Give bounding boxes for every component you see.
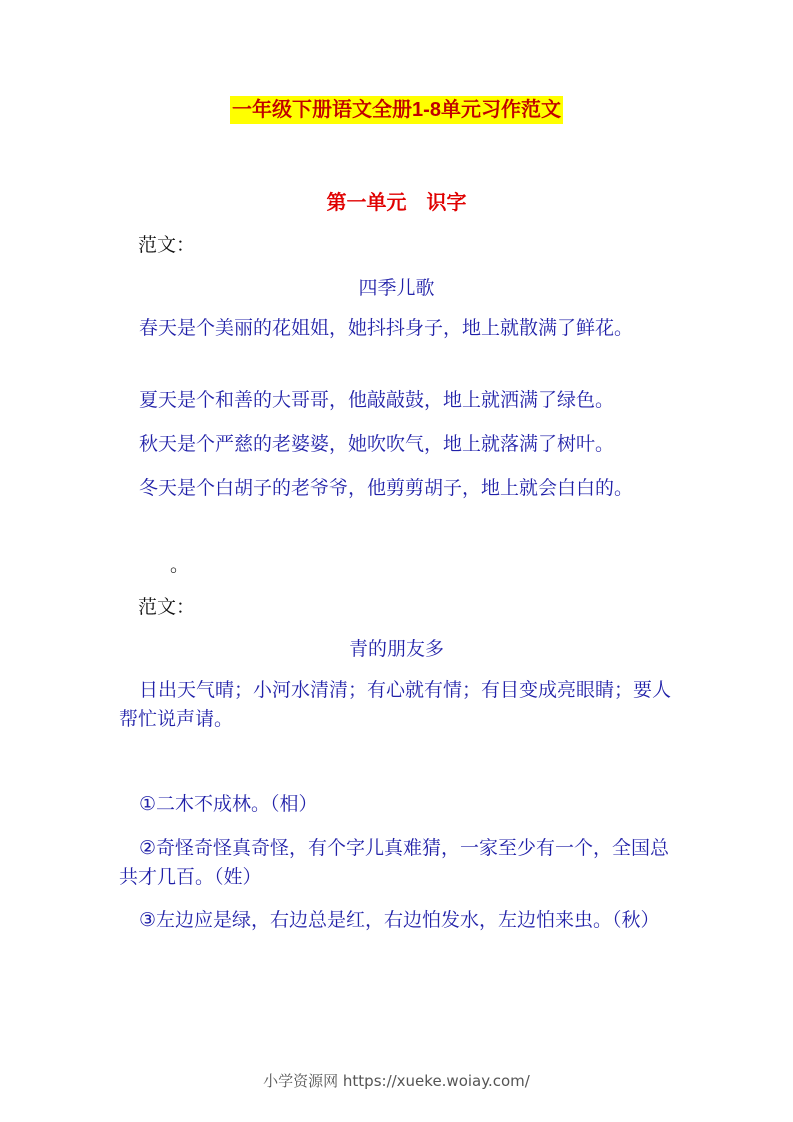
poem-title-2: 青的朋友多 [348,638,444,660]
title-wrapper [0,96,793,124]
paragraph-spring: 春天是个美丽的花姐姐，她抖抖身子，地上就散满了鲜花。 [139,317,634,339]
unit-heading: 第一单元 识字 [326,192,467,214]
footer-source: 小学资源网 https://xueke.woiay.com/ [263,1072,530,1090]
paragraph-autumn: 秋天是个严慈的老婆婆，她吹吹气，地上就落满了树叶。 [139,433,615,455]
stray-mark: 。 [170,554,190,576]
riddle-3: ③左边应是绿，右边总是红，右边怕发水，左边怕来虫。（秋） [139,909,660,931]
riddle-2: ②奇怪奇怪真奇怪，有个字儿真难猜，一家至少有一个，全国总共才几百。（姓） [119,837,670,888]
paragraph-winter: 冬天是个白胡子的老爷爷，他剪剪胡子，地上就会白白的。 [139,477,634,499]
paragraph-summer: 夏天是个和善的大哥哥，他敲敲鼓，地上就洒满了绿色。 [139,389,615,411]
document-title: 一年级下册语文全册1-8单元习作范文 [230,96,563,124]
riddle-1: ①二木不成林。（相） [139,793,318,815]
poem-title-1: 四季儿歌 [358,277,435,299]
paragraph-poem2: 日出天气晴；小河水清清；有心就有情；有目变成亮眼睛；要人帮忙说声请。 [119,679,672,730]
sample-label-2: 范文： [138,596,196,618]
sample-label-1: 范文： [138,234,196,256]
